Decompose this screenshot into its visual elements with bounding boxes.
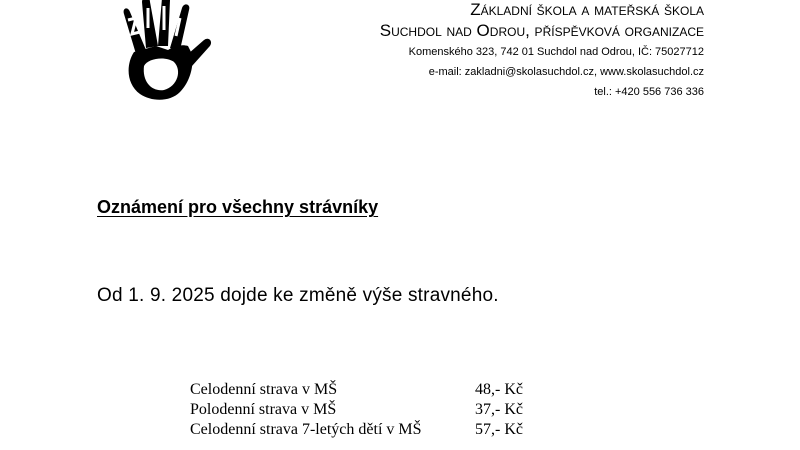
school-email: e-mail: zakladni@skolasuchdol.cz, www.skolasuchdol.cz: [428, 66, 704, 78]
notice-intro: Od 1. 9. 2025 dojde ke změně výše stravného.: [97, 285, 499, 306]
school-address: Komenského 323, 742 01 Suchdol nad Odrou, IČ: 75027712: [408, 46, 704, 58]
school-letterhead: [380, 0, 704, 102]
price-table: [190, 380, 523, 440]
notice-title: Oznámení pro všechny strávníky: [97, 197, 379, 217]
price-row: [190, 400, 523, 420]
school-phone: tel.: +420 556 736 336: [594, 86, 704, 98]
school-location: Suchdol nad Odrou, příspěvková organizace: [379, 21, 704, 40]
price-item-name: Polodenní strava v MŠ: [190, 401, 337, 418]
price-row: [190, 380, 523, 400]
price-item-value: 57,- Kč: [475, 421, 523, 438]
price-item-name: Celodenní strava 7-letých dětí v MŠ: [190, 421, 422, 438]
price-row: [190, 420, 523, 440]
school-name: Základní škola a mateřská škola: [470, 0, 704, 19]
price-item-name: Celodenní strava v MŠ: [190, 381, 338, 398]
price-item-value: 37,- Kč: [475, 401, 523, 418]
school-hand-logo-icon: [96, 0, 214, 106]
price-item-value: 48,- Kč: [475, 381, 523, 398]
